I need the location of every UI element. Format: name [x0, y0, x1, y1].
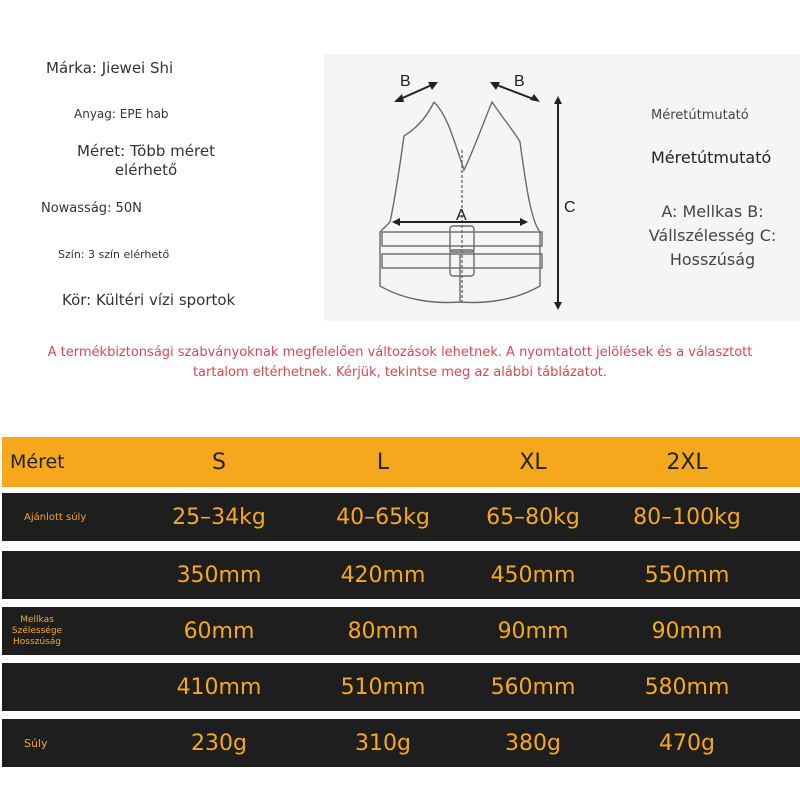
row-label-recommended-weight: Ajánlott súly	[24, 511, 87, 523]
header-label: Méret	[10, 451, 65, 473]
spec-buoyancy: Nowasság: 50N	[41, 201, 142, 216]
table-cell: 420mm	[340, 562, 426, 588]
table-row-chest-width	[2, 607, 800, 655]
header-size-2xl: 2XL	[666, 449, 708, 475]
guide-small-title: Méretútmutató	[651, 108, 749, 123]
size-table-header	[2, 437, 800, 487]
row-label-weight: Súly	[24, 736, 48, 750]
table-cell: 350mm	[176, 562, 262, 588]
vest-diagram	[324, 54, 800, 321]
spec-color: Szín: 3 szín elérhető	[58, 248, 170, 261]
label-b-left: B	[400, 73, 411, 90]
table-cell: 580mm	[644, 674, 730, 700]
table-row-recommended-weight	[2, 493, 800, 541]
table-cell: 380g	[505, 730, 561, 756]
table-row-height	[2, 663, 800, 711]
guide-legend: A: Mellkas B: Vállszélesség C: Hosszúság	[648, 202, 777, 269]
table-cell: 90mm	[497, 618, 569, 644]
table-cell: 560mm	[490, 674, 576, 700]
table-cell: 60mm	[183, 618, 255, 644]
table-cell: 310g	[355, 730, 411, 756]
header-size-l: L	[376, 449, 390, 475]
table-cell: 80–100kg	[633, 504, 741, 530]
guide-title: Méretútmutató	[651, 148, 772, 167]
spec-use: Kör: Kültéri vízi sportok	[62, 291, 236, 309]
table-cell: 80mm	[347, 618, 419, 644]
label-a: A	[456, 207, 467, 224]
table-cell: 470g	[659, 730, 715, 756]
table-row-length	[2, 551, 800, 599]
row-label-chest-width: Mellkas Szélessége Hosszúság	[11, 614, 63, 647]
header-size-s: S	[212, 449, 226, 475]
table-cell: 510mm	[340, 674, 426, 700]
spec-material: Anyag: EPE hab	[74, 107, 169, 121]
table-cell: 65–80kg	[486, 504, 580, 530]
safety-notice: A termékbiztonsági szabványoknak megfelelően változások lehetnek. A nyomtatott jelölések és a választott tartalom eltérhetnek. Kérjük, tekintse meg az alábbi táblázatot.	[47, 345, 753, 380]
table-cell: 40–65kg	[336, 504, 430, 530]
label-c: C	[564, 199, 576, 216]
label-b-right: B	[514, 73, 525, 90]
table-cell: 450mm	[490, 562, 576, 588]
table-cell: 410mm	[176, 674, 262, 700]
spec-size: Méret: Több méret elérhető	[77, 142, 215, 179]
header-size-xl: XL	[519, 449, 547, 475]
table-cell: 25–34kg	[172, 504, 266, 530]
table-row-weight	[2, 719, 800, 767]
table-cell: 230g	[191, 730, 247, 756]
table-cell: 90mm	[651, 618, 723, 644]
table-cell: 550mm	[644, 562, 730, 588]
vest-illustration-icon	[324, 54, 800, 321]
spec-brand: Márka: Jiewei Shi	[46, 59, 174, 77]
